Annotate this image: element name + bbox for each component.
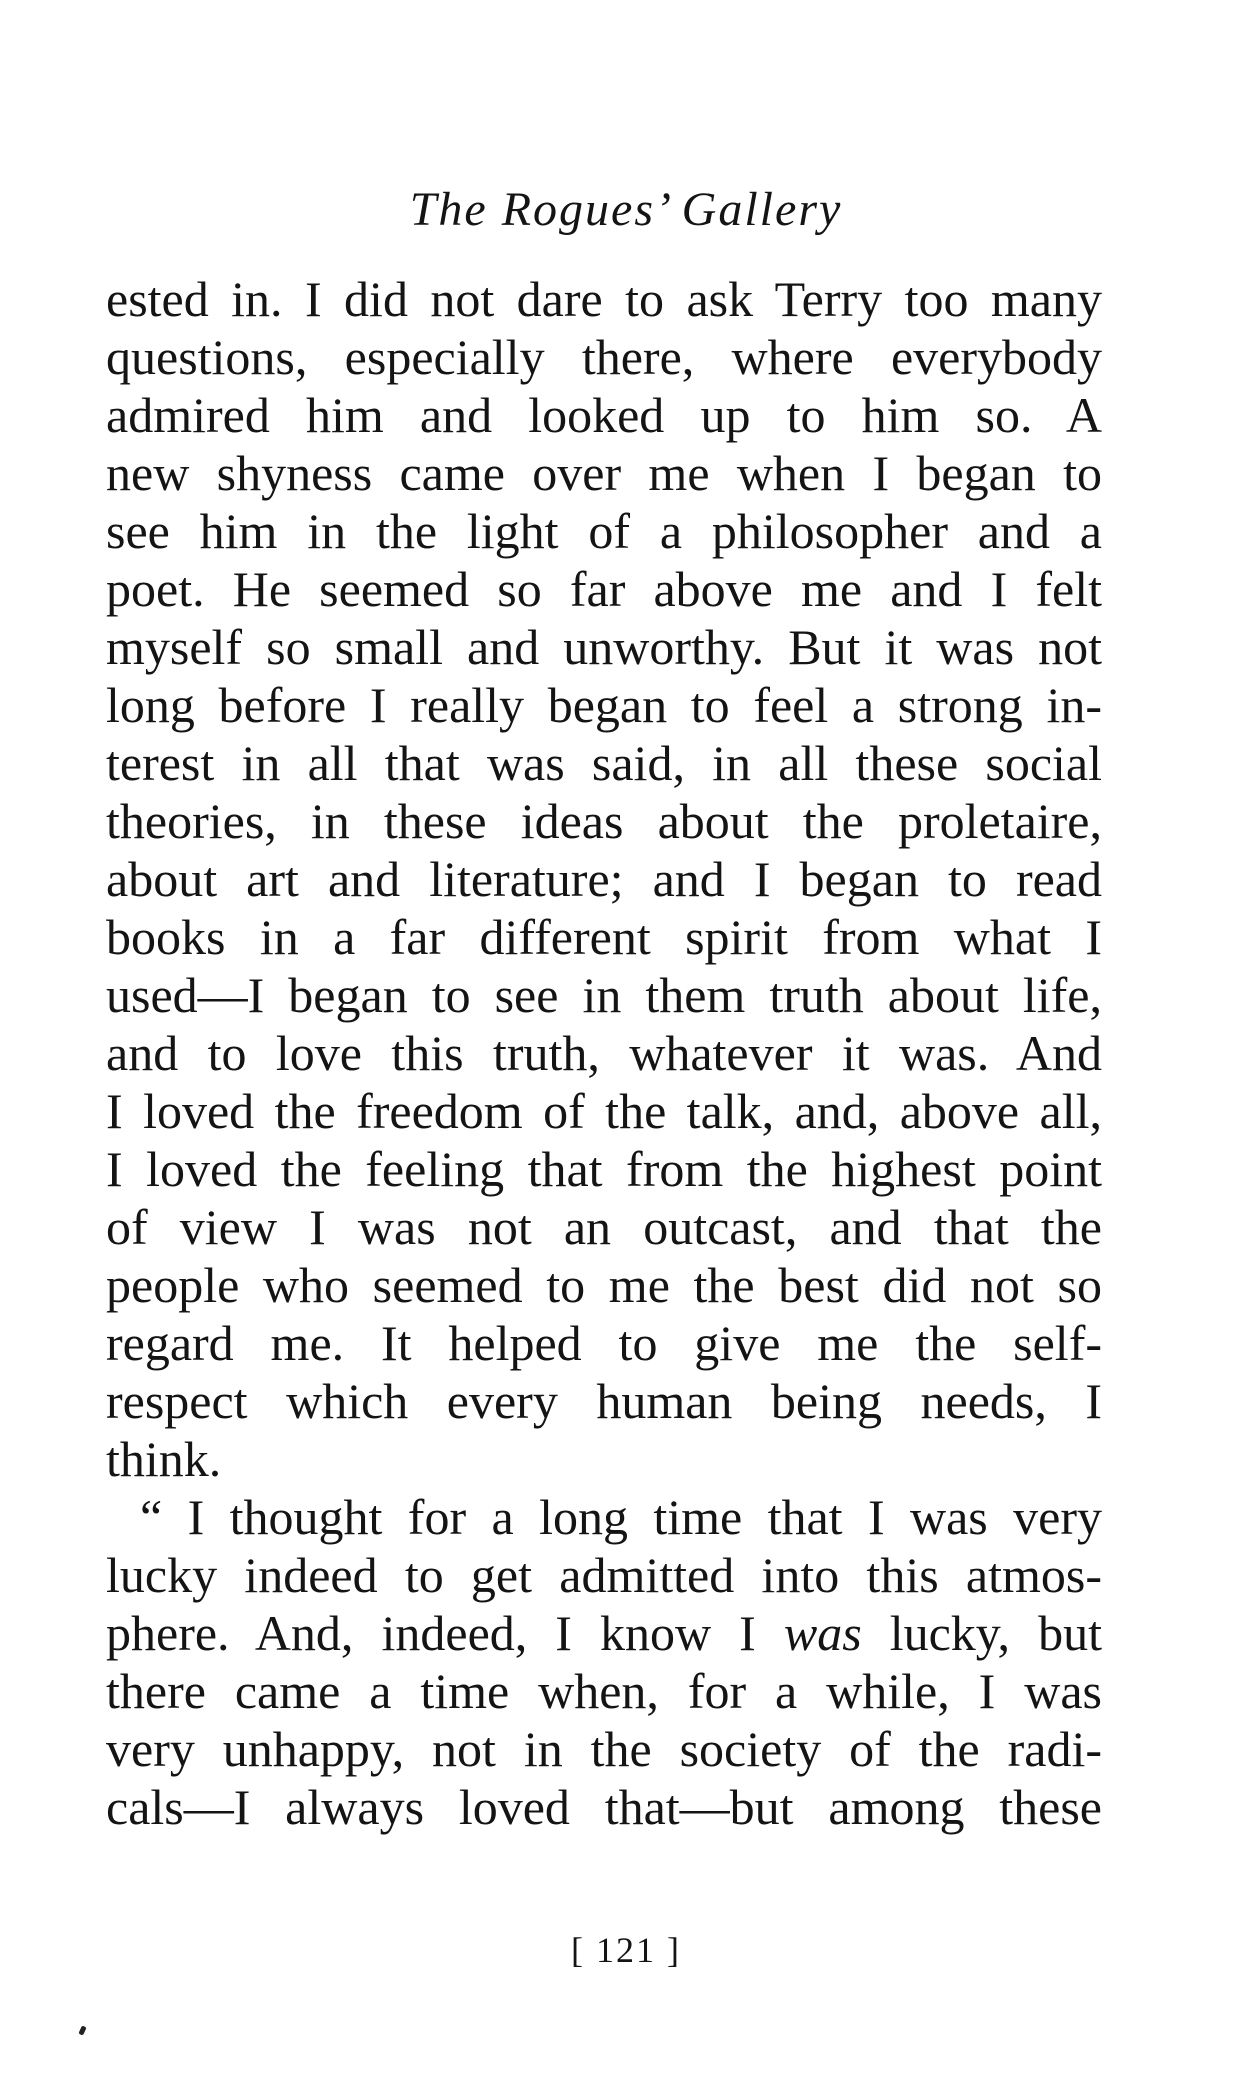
text-line: new shyness came over me when I began to: [106, 445, 1102, 501]
text-segment: lucky, but: [861, 1605, 1102, 1661]
text-line: cals—I always loved that—but among these: [106, 1779, 1102, 1835]
text-line: of view I was not an outcast, and that the: [106, 1199, 1102, 1255]
text-line: “ I thought for a long time that I was very: [140, 1489, 1102, 1545]
text-line: think.: [106, 1431, 222, 1487]
text-line: questions, especially there, where everybody: [106, 329, 1102, 385]
text-line: myself so small and unworthy. But it was not: [106, 619, 1102, 675]
text-segment: phere. And, indeed, I know I: [106, 1605, 784, 1661]
text-line: see him in the light of a philosopher and a: [106, 503, 1102, 559]
text-line-emphasis: [106, 1604, 1102, 1662]
text-line: lucky indeed to get admitted into this atmos-: [106, 1547, 1102, 1603]
running-head: The Rogues’ Gallery: [409, 183, 843, 236]
text-line: I loved the freedom of the talk, and, above all,: [106, 1083, 1102, 1139]
page-number: [ 121 ]: [571, 1930, 681, 1970]
text-line: and to love this truth, whatever it was. And: [106, 1025, 1102, 1081]
body-text: [106, 270, 1102, 1836]
text-line: used—I began to see in them truth about life,: [106, 967, 1102, 1023]
text-line: terest in all that was said, in all these social: [106, 735, 1102, 791]
text-line: people who seemed to me the best did not so: [106, 1257, 1102, 1313]
text-line: ested in. I did not dare to ask Terry too many: [106, 271, 1102, 327]
text-line: there came a time when, for a while, I was: [106, 1663, 1102, 1719]
text-line: about art and literature; and I began to read: [106, 851, 1102, 907]
text-line: regard me. It helped to give me the self-: [106, 1315, 1102, 1371]
text-line: admired him and looked up to him so. A: [106, 387, 1102, 443]
text-line: poet. He seemed so far above me and I felt: [106, 561, 1102, 617]
text-line: long before I really began to feel a strong in-: [106, 677, 1102, 733]
emphasized-word: was: [783, 1605, 862, 1661]
ink-speck: [78, 2025, 86, 2035]
text-line: respect which every human being needs, I: [106, 1373, 1102, 1429]
text-line: books in a far different spirit from what I: [106, 909, 1102, 965]
text-line: very unhappy, not in the society of the radi-: [106, 1721, 1102, 1777]
text-line: I loved the feeling that from the highest point: [106, 1141, 1102, 1197]
text-line: theories, in these ideas about the proletaire,: [106, 793, 1102, 849]
